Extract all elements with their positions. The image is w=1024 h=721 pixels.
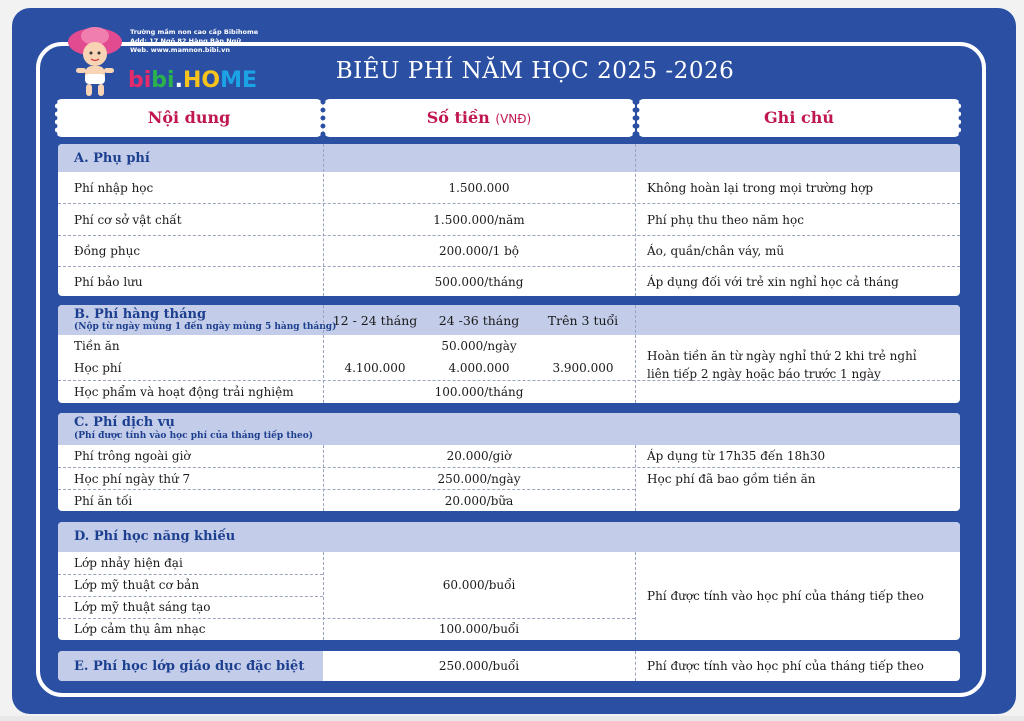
row-item: Đồng phục (74, 244, 141, 258)
section-header (58, 305, 960, 335)
row-item: Học phẩm và hoạt động trải nghiệm (74, 385, 294, 399)
age-group-header: Trên 3 tuổi (547, 312, 619, 328)
table-row (58, 172, 960, 203)
section-header (58, 413, 960, 445)
column-header-content (58, 102, 320, 134)
row-note (635, 345, 960, 385)
school-info (130, 28, 258, 55)
row-item: Lớp mỹ thuật sáng tạo (74, 600, 211, 614)
row-item: Lớp nhảy hiện đại (74, 556, 183, 570)
row-note: Không hoàn lại trong mọi trường hợp (647, 180, 874, 195)
row-item: Lớp mỹ thuật cơ bản (74, 578, 200, 592)
table-row (58, 236, 960, 266)
brand-wordmark (128, 68, 257, 93)
table-row (58, 267, 960, 296)
section-monthly-fees (58, 305, 960, 403)
age-group-header: 12 - 24 tháng (332, 312, 418, 328)
section-subtitle: (Phí được tính vào học phí của tháng tiếp theo) (74, 431, 314, 441)
row-note: Áp dụng từ 17h35 đến 18h30 (647, 449, 826, 463)
school-logo (64, 24, 264, 104)
school-address: Add: 17 Ngõ 82 Hàng Bàn Ngữ (130, 37, 241, 45)
row-amount: 20.000/bữa (444, 493, 514, 508)
row-item: Phí ăn tối (74, 493, 133, 508)
column-unit: (VNĐ) (495, 112, 532, 126)
brand-part: ME (220, 68, 257, 93)
row-item: Phí trông ngoài giờ (74, 449, 191, 463)
tuition-amount: 4.100.000 (344, 361, 406, 375)
row-amount: 1.500.000/năm (433, 212, 525, 227)
column-header-amount (326, 102, 632, 134)
row-item: Phí cơ sở vật chất (74, 212, 182, 227)
row-note: Áo, quần/chân váy, mũ (647, 244, 785, 258)
row-item: Học phí ngày thứ 7 (74, 471, 191, 486)
row-amount: 250.000/ngày (437, 471, 521, 486)
mascot-icon (64, 24, 126, 100)
row-item: Lớp cảm thụ âm nhạc (74, 622, 206, 636)
column-label: Nội dung (147, 108, 231, 127)
section-service-fees (58, 413, 960, 511)
row-item: Học phí (74, 361, 122, 375)
section-header (58, 522, 960, 552)
section-title: D. Phí học năng khiếu (74, 529, 236, 544)
row-amount: 60.000/buổi (442, 578, 516, 592)
row-note: Áp dụng đối với trẻ xin nghỉ học cả tháng (647, 274, 899, 289)
table-row (58, 468, 960, 489)
row-note: Phí được tính vào học phí của tháng tiếp theo (647, 589, 924, 603)
row-amount: 250.000/buổi (438, 659, 520, 673)
row-note: Học phí đã bao gồm tiền ăn (647, 471, 816, 486)
row-amount: 1.500.000 (448, 180, 510, 195)
row-note: Phí được tính vào học phí của tháng tiếp theo (647, 659, 924, 673)
row-amount: 200.000/1 bộ (438, 244, 520, 258)
column-header-note (640, 102, 958, 134)
row-item: Phí nhập học (74, 180, 154, 195)
column-label: Ghi chú (764, 108, 834, 127)
brand-part: bi (128, 68, 152, 93)
section-extra-fees (58, 144, 960, 296)
row-amount: 500.000/tháng (434, 274, 524, 289)
section-special-education (58, 651, 960, 681)
section-subtitle: (Nộp từ ngày mùng 1 đến ngày mùng 5 hàng tháng) (74, 322, 337, 332)
table-row (58, 204, 960, 235)
note-line: Hoàn tiền ăn từ ngày nghỉ thứ 2 khi trẻ nghỉ (647, 349, 917, 363)
tuition-amount: 3.900.000 (552, 361, 614, 375)
brand-part: . (174, 68, 183, 93)
section-title: B. Phí hàng tháng (74, 307, 207, 322)
tuition-amount: 4.000.000 (448, 361, 510, 375)
page-title: BIÊU PHÍ NĂM HỌC 2025 -2026 (335, 58, 735, 84)
school-website: Web. www.mamnon.bibi.vn (130, 46, 231, 54)
note-line: liên tiếp 2 ngày hoặc báo trước 1 ngày (647, 367, 881, 381)
table-row (58, 490, 960, 511)
section-talent-classes (58, 522, 960, 640)
school-name: Trường mầm non cao cấp Bibihome (130, 28, 259, 36)
section-header (58, 144, 960, 172)
age-group-header: 24 -36 tháng (438, 312, 520, 328)
row-amount: 20.000/giờ (446, 449, 512, 463)
row-note: Phí phụ thu theo năm học (647, 212, 804, 227)
column-label: Số tiền (426, 108, 490, 127)
page-edge (0, 716, 1024, 721)
brand-part: HO (182, 68, 221, 93)
row-amount: 100.000/tháng (434, 385, 524, 399)
section-title: A. Phụ phí (74, 151, 150, 166)
section-title: E. Phí học lớp giáo dục đặc biệt (58, 651, 323, 681)
row-amount: 100.000/buổi (438, 622, 520, 636)
row-item: Tiền ăn (74, 339, 120, 353)
row-item: Phí bảo lưu (74, 274, 143, 289)
section-title: C. Phí dịch vụ (74, 415, 175, 430)
table-row (58, 445, 960, 467)
row-amount: 50.000/ngày (441, 339, 517, 353)
brand-part: bi (151, 68, 175, 93)
